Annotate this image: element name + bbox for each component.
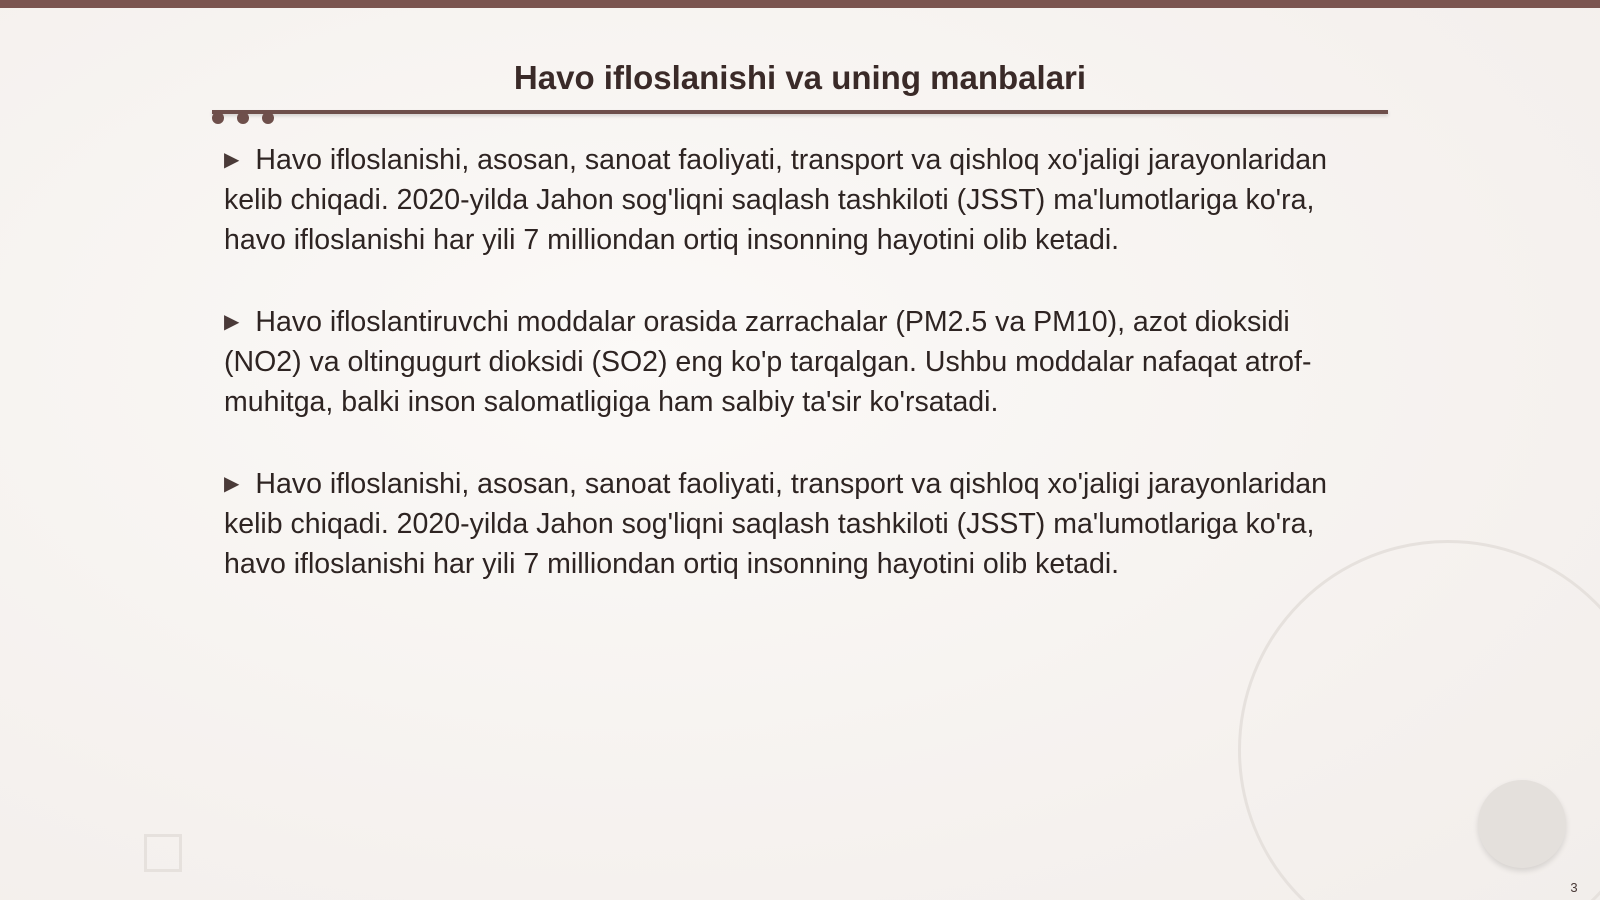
bullet-paragraph-1: [224, 140, 1374, 260]
decorative-dot: [237, 112, 249, 124]
bullet-arrow-icon: ▶: [224, 311, 240, 333]
bullet-arrow-icon: ▶: [224, 149, 240, 171]
top-accent-bar: [0, 0, 1600, 8]
paragraph-text: Havo ifloslanishi, asosan, sanoat faoliyati, transport va qishloq xo'jaligi jarayonlaridan kelib chiqadi. 2020-yilda Jahon sog'liqni saqlash tashkiloti (JSST) ma'lumotlariga ko'ra, havo ifloslanishi har yili 7 milliondan ortiq insonning hayotini olib ketadi.: [224, 144, 1328, 256]
paragraph-text: Havo ifloslanishi, asosan, sanoat faoliyati, transport va qishloq xo'jaligi jarayonlaridan kelib chiqadi. 2020-yilda Jahon sog'liqni saqlash tashkiloti (JSST) ma'lumotlariga ko'ra, havo ifloslanishi har yili 7 milliondan ortiq insonning hayotini olib ketadi.: [224, 468, 1328, 580]
bullet-paragraph-2: [224, 302, 1374, 422]
decorative-square: [144, 834, 182, 872]
page-number: 3: [1570, 880, 1578, 895]
bullet-paragraph-3: [224, 464, 1374, 584]
decorative-dot: [262, 112, 274, 124]
decorative-circle: [1478, 780, 1566, 868]
bullet-list: [224, 140, 1374, 626]
bullet-arrow-icon: ▶: [224, 473, 240, 495]
slide-title: Havo ifloslanishi va uning manbalari: [513, 59, 1087, 96]
title-underline: [212, 110, 1388, 114]
decorative-dot: [212, 112, 224, 124]
paragraph-text: Havo ifloslantiruvchi moddalar orasida zarrachalar (PM2.5 va PM10), azot dioksidi (NO2) va oltingugurt dioksidi (SO2) eng ko'p tarqalgan. Ushbu moddalar nafaqat atrof-muhitga, balki inson salomatligiga ham salbiy ta'sir ko'rsatadi.: [224, 306, 1312, 418]
